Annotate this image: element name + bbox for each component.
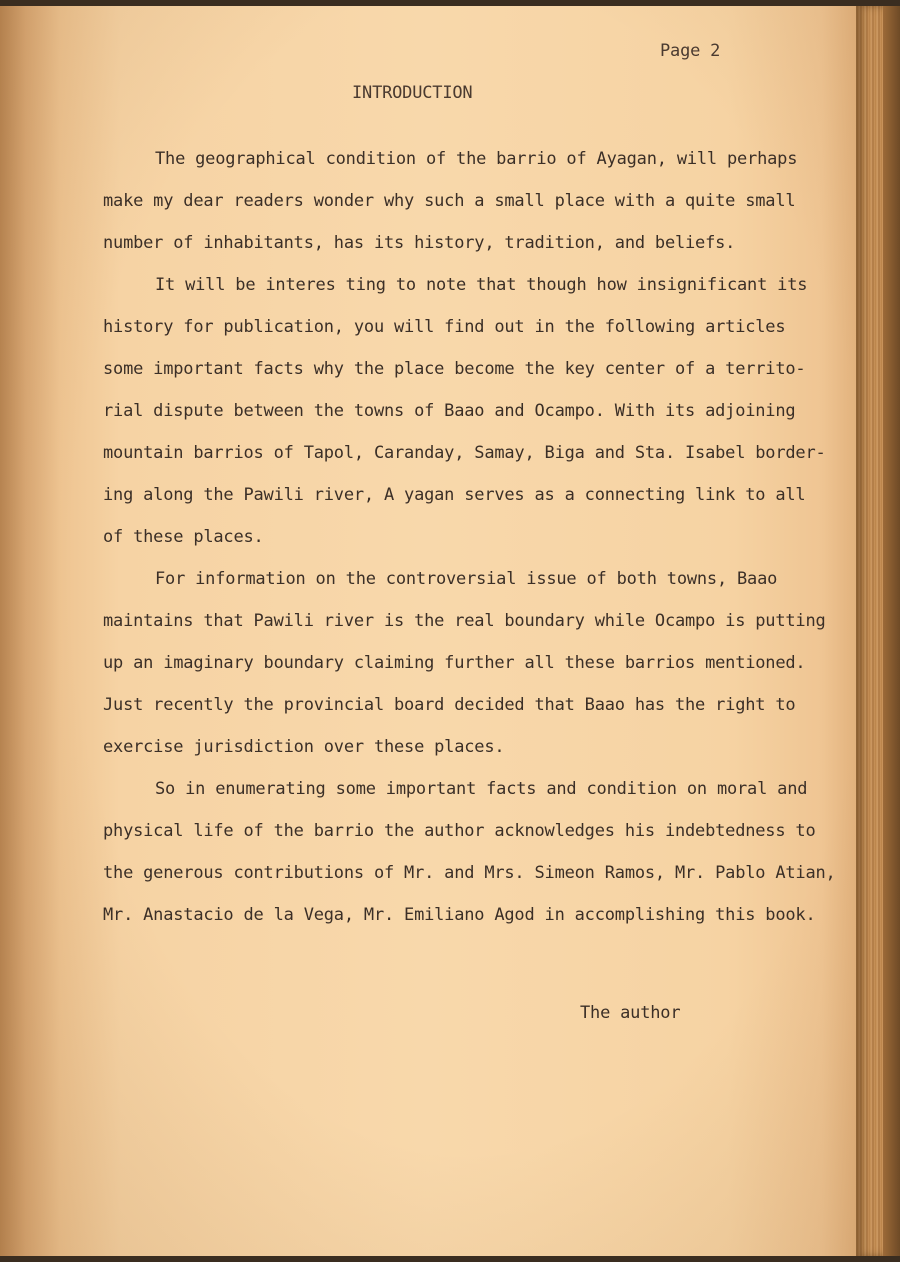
text-line: mountain barrios of Tapol, Caranday, Samay, Biga and Sta. Isabel border- (103, 443, 826, 463)
text-line: up an imaginary boundary claiming further all these barrios mentioned. (103, 653, 806, 673)
text-line: It will be interes ting to note that though how insignificant its (155, 275, 808, 295)
page-number: Page 2 (660, 41, 721, 61)
body-text (103, 146, 853, 944)
text-line: of these places. (103, 527, 264, 547)
text-line: history for publication, you will find out in the following articles (103, 317, 786, 337)
signature: The author (580, 1003, 681, 1023)
text-line: the generous contributions of Mr. and Mrs. Simeon Ramos, Mr. Pablo Atian, (103, 863, 836, 883)
text-line: physical life of the barrio the author acknowledges his indebtedness to (103, 821, 816, 841)
scan-bottom-border (0, 1256, 900, 1262)
paper-sheet (0, 6, 856, 1256)
text-line: rial dispute between the towns of Baao and Ocampo. With its adjoining (103, 401, 796, 421)
text-line: number of inhabitants, has its history, tradition, and beliefs. (103, 233, 736, 253)
text-line: Mr. Anastacio de la Vega, Mr. Emiliano Agod in accomplishing this book. (103, 905, 816, 925)
text-line: The geographical condition of the barrio of Ayagan, will perhaps (155, 149, 798, 169)
text-line: some important facts why the place become the key center of a territo- (103, 359, 806, 379)
text-line: make my dear readers wonder why such a small place with a quite small (103, 191, 796, 211)
book-spine-shadow (883, 6, 900, 1256)
text-line: Just recently the provincial board decided that Baao has the right to (103, 695, 796, 715)
page-title: INTRODUCTION (352, 83, 473, 103)
text-line: ing along the Pawili river, A yagan serves as a connecting link to all (103, 485, 806, 505)
text-line: maintains that Pawili river is the real boundary while Ocampo is putting (103, 611, 826, 631)
text-line: exercise jurisdiction over these places. (103, 737, 505, 757)
text-line: So in enumerating some important facts and condition on moral and (155, 779, 808, 799)
text-line: For information on the controversial issue of both towns, Baao (155, 569, 778, 589)
